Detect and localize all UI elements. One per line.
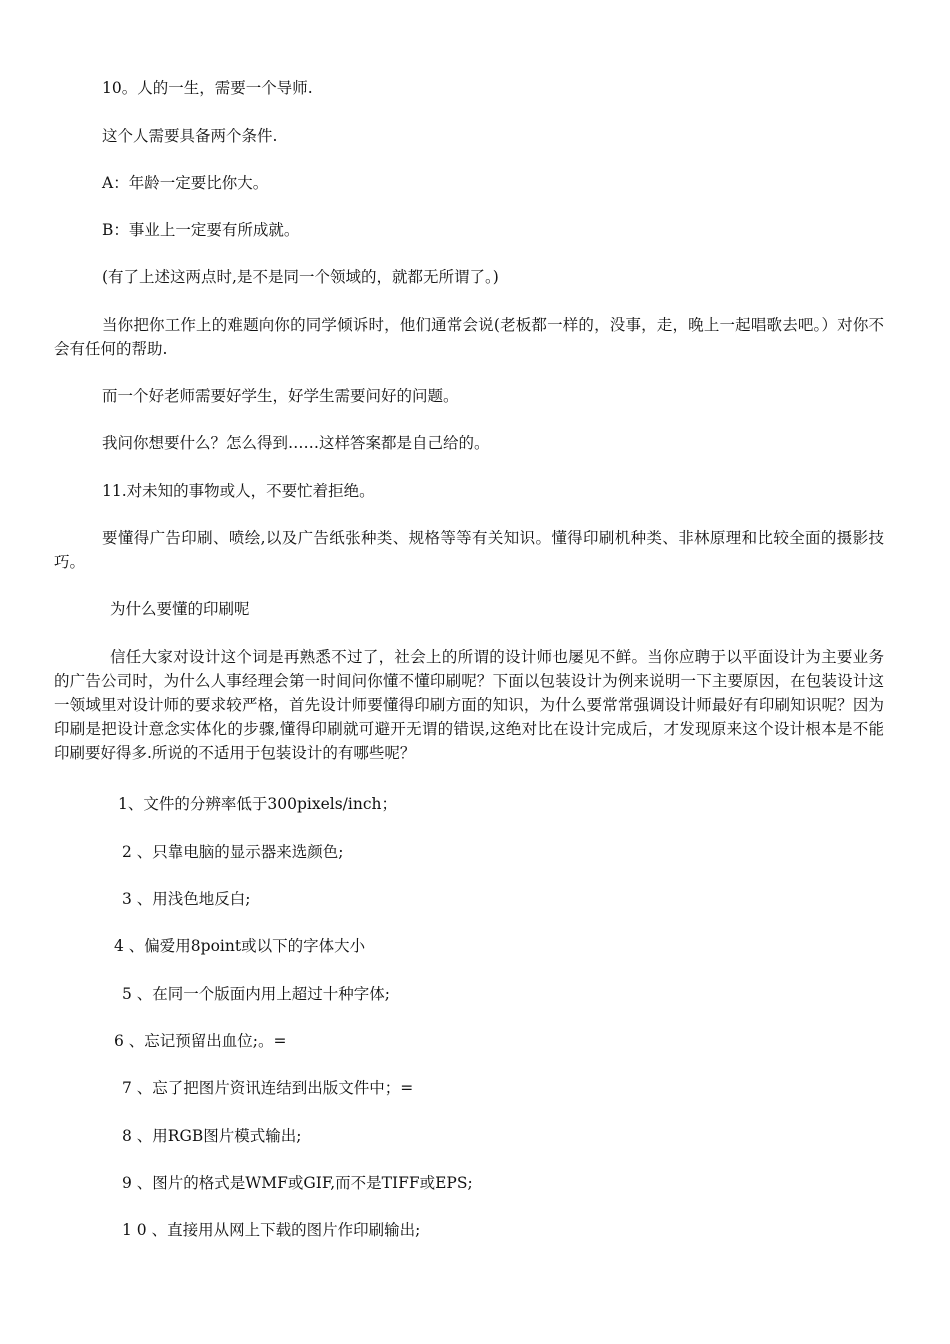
paragraph-condition-a: A：年龄一定要比你大。 <box>102 174 269 192</box>
paragraph-printing-knowledge: 要懂得广告印刷、喷绘,以及广告纸张种类、规格等等有关知识。懂得印刷机种类、非林原理和比较全面的摄影技巧。 <box>54 529 884 571</box>
paragraph-unknown-things: 11.对未知的事物或人，不要忙着拒绝。 <box>102 482 375 500</box>
list-item: 4 、偏爱用8point或以下的字体大小 <box>114 937 366 955</box>
list-item: 2 、只靠电脑的显示器来选颜色; <box>122 843 344 861</box>
list-item: 8 、用RGB图片模式输出; <box>122 1127 302 1145</box>
list-item: 1、文件的分辨率低于300pixels/inch； <box>118 795 397 813</box>
list-item: 6 、忘记预留出血位;。= <box>114 1032 287 1050</box>
paragraph-answers: 我问你想要什么？怎么得到……这样答案都是自己给的。 <box>102 434 490 452</box>
paragraph-mentor-heading: 10。人的一生，需要一个导师. <box>102 79 313 97</box>
section-heading-printing: 为什么要懂的印刷呢 <box>110 600 250 618</box>
paragraph-two-conditions: 这个人需要具备两个条件. <box>102 127 278 145</box>
paragraph-good-teacher: 而一个好老师需要好学生，好学生需要问好的问题。 <box>102 387 459 405</box>
list-item: 1 0 、直接用从网上下载的图片作印刷输出; <box>122 1221 421 1239</box>
paragraph-classmates: 当你把你工作上的难题向你的同学倾诉时，他们通常会说(老板都一样的，没事，走，晚上一起唱歌去吧。）对你不会有任何的帮助. <box>54 316 884 358</box>
paragraph-condition-b: B：事业上一定要有所成就。 <box>102 221 300 239</box>
list-item: 9 、图片的格式是WMF或GIF,而不是TIFF或EPS; <box>122 1174 473 1192</box>
list-item: 7 、忘了把图片资讯连结到出版文件中；= <box>122 1079 414 1097</box>
paragraph-design-printing: 信任大家对设计这个词是再熟悉不过了，社会上的所谓的设计师也屡见不鲜。当你应聘于以平面设计为主要业务的广告公司时，为什么人事经理会第一时间问你懂不懂印刷呢？下面以包装设计为例来说明一下主要原因，在包装设计这一领域里对设计师的要求较严格，首先设计师要懂得印刷方面的知识，为什么要常常强调设计师最好有印刷知识呢？因为印刷是把设计意念实体化的步骤,懂得印刷就可避开无谓的错误,这绝对比在设计完成后，才发现原来这个设计根本是不能印刷要好得多.所说的不适用于包装设计的有哪些呢？ <box>54 648 884 762</box>
list-item: 3 、用浅色地反白; <box>122 890 251 908</box>
paragraph-note: (有了上述这两点时,是不是同一个领域的，就都无所谓了。) <box>102 268 499 286</box>
list-item: 5 、在同一个版面内用上超过十种字体; <box>122 985 391 1003</box>
